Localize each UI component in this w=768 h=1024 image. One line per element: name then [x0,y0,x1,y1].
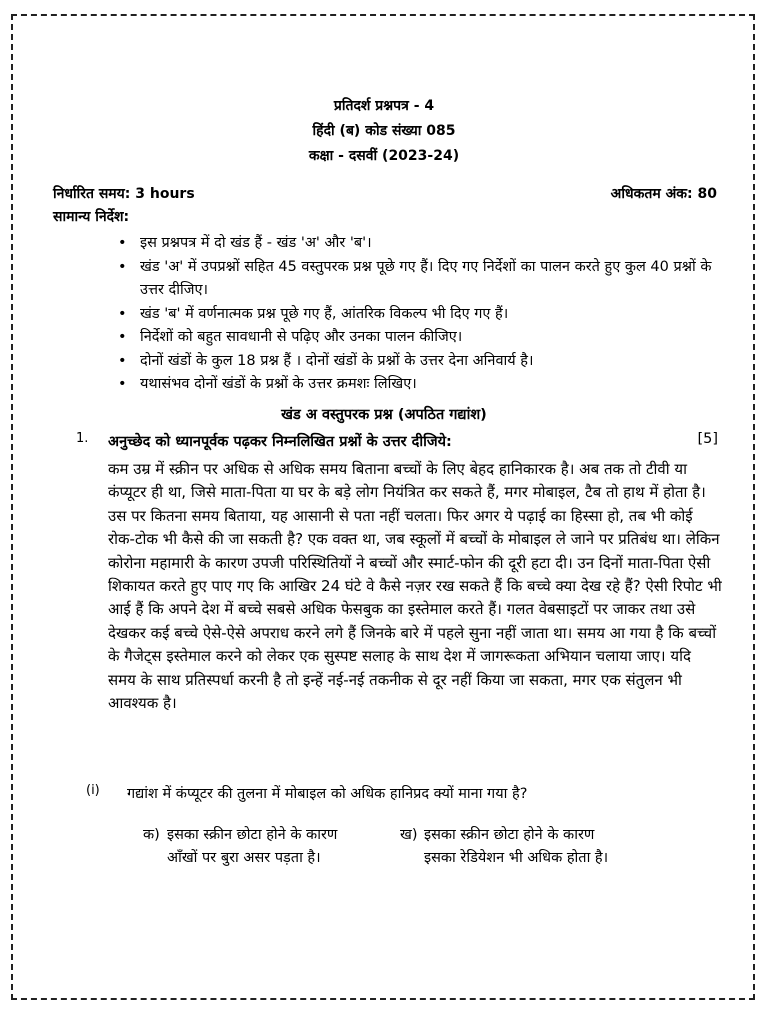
instruction-item: • इस प्रश्नपत्र में दो खंड हैं - खंड 'अ' और 'ब'। [118,232,723,256]
option-text: इसका स्क्रीन छोटा होने के कारण आँखों पर बुरा असर पड़ता है। [167,827,338,866]
option-b [400,824,610,870]
subject-code: हिंदी (ब) कोड संख्या 085 [312,123,456,139]
instruction-item: • निर्देशों को बहुत सावधानी से पढ़िए और उनका पालन कीजिए। [118,326,723,350]
general-instructions-heading: सामान्य निर्देश: [53,209,130,225]
instruction-item: • खंड 'अ' में उपप्रश्नों सहित 45 वस्तुपरक प्रश्न पूछे गए हैं। दिए गए निर्देशों का पालन करते हुए कुल 40 प्रश्नों के उत्तर दीजिए। [118,256,723,303]
instructions-list [118,232,723,397]
section-title: खंड अ वस्तुपरक प्रश्न (अपठित गद्यांश) [281,407,487,423]
option-label: क) [143,827,160,843]
question-marks: [5] [697,431,718,447]
instruction-item: • खंड 'ब' में वर्णनात्मक प्रश्न पूछे गए हैं, आंतरिक विकल्प भी दिए गए हैं। [118,303,723,327]
question-number: 1. [76,431,89,446]
option-label: ख) [400,827,418,843]
paper-title: प्रतिदर्श प्रश्नपत्र - 4 [333,98,435,114]
class-year: कक्षा - दसवीं (2023-24) [308,148,460,164]
passage: कम उम्र में स्क्रीन पर अधिक से अधिक समय बिताना बच्चों के लिए बेहद हानिकारक है। अब तक तो टीवी या कंप्यूटर ही था, जिसे माता-पिता या घर के बड़े लोग नियंत्रित कर सकते हैं, मगर मोबाइल, टैब तो हाथ में होता है। उस पर कितना समय बिताया, यह आसानी से पता नहीं चलता। फिर अगर ये पढ़ाई का हिस्सा हो, तब भी कोई रोक-टोक भी कैसे की जा सकती है? एक वक्त था, जब स्कूलों में बच्चों के मोबाइल ले जाने पर प्रतिबंध था। लेकिन कोरोना महामारी के कारण उपजी परिस्थितियों ने बच्चों और स्मार्ट-फोन की दूरी हटा दी। उन दिनों माता-पिता ऐसी शिकायत करते हुए पाए गए कि आखिर 24 घंटे वे कैसे नज़र रख सकते हैं कि बच्चे क्या देख रहे हैं? ऐसी रिपोट भी आई हैं कि अपने देश में बच्चे सबसे अधिक फेसबुक का इस्तेमाल करते हैं। गलत वेबसाइटों पर जाकर तथा उसे देखकर कई बच्चे ऐसे-ऐसे अपराध करने लगे हैं जिनके बारे में पहले सुना नहीं जाता था। समय आ गया है कि बच्चों के गैजेट्स इस्तेमाल करने को लेकर एक सुस्पष्ट सलाह के साथ देश में जागरूकता अभियान चलाया जाए। यदि समय के साथ प्रतिस्पर्धा करनी है तो इन्हें नई-नई तकनीक से दूर नहीं किया जा सकता, मगर एक संतुलन भी आवश्यक है। [108,460,722,713]
instruction-item: • यथासंभव दोनों खंडों के प्रश्नों के उत्तर क्रमशः लिखिए। [118,373,723,397]
question-text: अनुच्छेद को ध्यानपूर्वक पढ़कर निम्नलिखित प्रश्नों के उत्तर दीजिये: [108,434,452,450]
sub-question-text: गद्यांश में कंप्यूटर की तुलना में मोबाइल को अधिक हानिप्रद क्यों माना गया है? [127,786,528,802]
time-marks-row [53,184,717,203]
sub-question-number: (i) [86,783,100,798]
time-label: निर्धारित समय: 3 hours [53,186,195,202]
option-text: इसका स्क्रीन छोटा होने के कारण इसका रेडियेशन भी अधिक होता है। [424,827,609,866]
option-a [143,824,353,870]
max-marks: अधिकतम अंक: 80 [610,186,717,202]
instruction-item: • दोनों खंडों के कुल 18 प्रश्न हैं । दोनों खंडों के प्रश्नों के उत्तर देना अनिवार्य है। [118,350,723,374]
